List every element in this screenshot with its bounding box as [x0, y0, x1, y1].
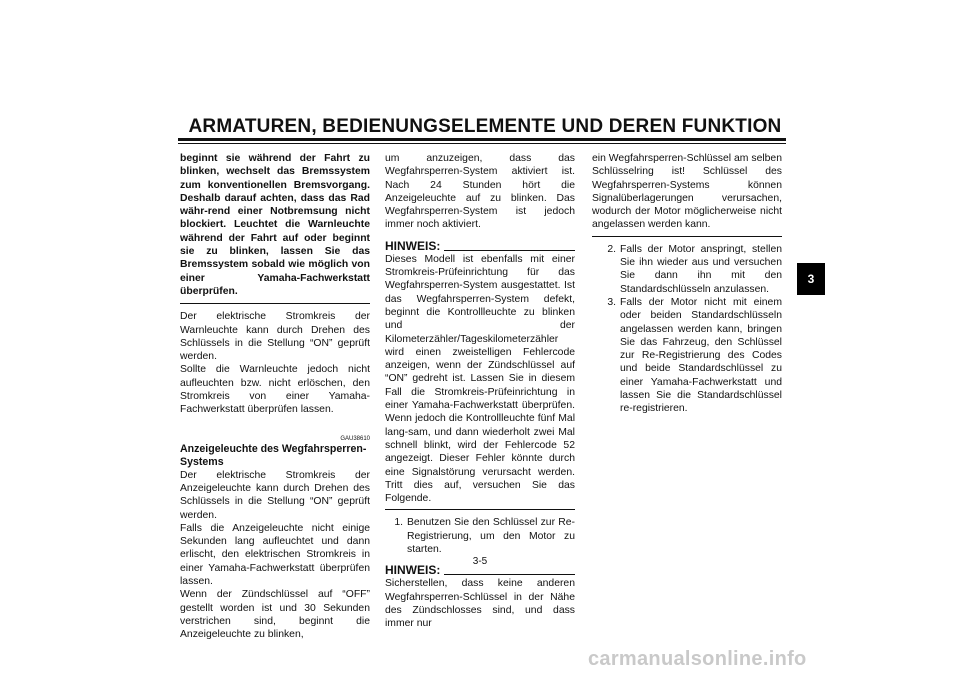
list-item-number: 2.	[607, 243, 616, 255]
list-item-text: Benutzen Sie den Schlüssel zur Re-Registrierung, um den Motor zu starten.	[407, 517, 575, 556]
note-line	[444, 250, 575, 251]
note-text: Sicherstellen, dass keine anderen Wegfahrsperren-Schlüssel in der Nähe des Zündschlosses sind, und dass immer nur	[385, 578, 575, 630]
note-separator	[385, 509, 575, 510]
note-text: Dieses Modell ist ebenfalls mit einer Stromkreis-Prüfeinrichtung für das Wegfahrsperren-System ausgestattet. Ist das Wegfahrsperren-System defekt, beginnt die Kontrollleuchte zu blinken und der Kilometerzähler/Tageskilometerzähler wird einen zweistelligen Fehlercode anzeigen, wenn der Zündschlüssel auf “ON” gedreht ist. Lassen Sie in diesem Fall die Stromkreis-Prüfeinrichtung in einer Yamaha-Fachwerkstatt überprüfen. Wenn jedoch die Kontrollleuchte fünf Mal lang-sam, und dann wiederholt zwei Mal schnell blinkt, wird der Fehlercode 52 angezeigt. Dieser Fehler könnte durch eine Signalstörung verursacht werden. Tritt dies auf, versuchen Sie das Folgende.	[385, 253, 575, 505]
section-code: GAU38610	[340, 435, 370, 442]
chapter-tab: 3	[797, 263, 825, 295]
section-heading: Anzeigeleuchte des Wegfahrsperren-Systems	[180, 442, 367, 468]
paragraph: Der elektrische Stromkreis der Warnleuchte kann durch Drehen des Schlüssels in die Stellung “ON” geprüft werden.	[180, 311, 370, 363]
column-right	[592, 152, 782, 416]
list-item-number: 1.	[394, 517, 403, 529]
note-label: HINWEIS:	[385, 238, 441, 253]
list-item-number: 3.	[607, 296, 616, 308]
note-label: HINWEIS:	[385, 563, 441, 578]
page-number: 3-5	[472, 556, 488, 567]
watermark: carmanualsonline.info	[588, 648, 807, 670]
list-item	[592, 296, 782, 416]
paragraph: Sollte die Warnleuchte jedoch nicht aufleuchten bzw. nicht erlöschen, den Stromkreis von einer Yamaha-Fachwerkstatt überprüfen lassen.	[180, 364, 370, 416]
note-line	[444, 574, 575, 575]
note-header	[385, 240, 575, 253]
column-left	[180, 152, 370, 642]
note-separator	[592, 236, 782, 237]
warning-separator	[180, 303, 370, 304]
paragraph: Falls die Anzeigeleuchte nicht einige Sekunden lang aufleuchtet und dann erlischt, den elektrischen Stromkreis in einer Yamaha-Fachwerkstatt überprüfen lassen.	[180, 522, 370, 588]
list-item	[385, 516, 575, 556]
list-item	[592, 243, 782, 296]
title-rule-thin	[178, 143, 786, 144]
page-title: ARMATUREN, BEDIENUNGSELEMENTE UND DEREN FUNKTION	[188, 116, 782, 137]
list-item-text: Falls der Motor nicht mit einem oder beiden Standardschlüsseln angelassen werden kann, bringen Sie das Fahrzeug, den Schlüssel zur Re-Registrierung des Codes und beide Standardschlüssel zu einer Yamaha-Fachwerkstatt und lassen Sie die Standardschlüssel re-registrieren.	[620, 296, 782, 415]
paragraph: Der elektrische Stromkreis der Anzeigeleuchte kann durch Drehen des Schlüssels in die Stellung “ON” geprüft werden.	[180, 469, 370, 521]
warning-text: beginnt sie während der Fahrt zu blinken, wechselt das Bremssystem zum konventionellen Bremsvorgang. Deshalb darauf achten, dass das Rad währ-rend einer Notbremsung nicht blockiert. Leuchtet die Warnleuchte während der Fahrt auf oder beginnt sie zu blinken, lassen Sie das Bremssystem sobald wie möglich von einer Yamaha-Fachwerkstatt überprüfen.	[180, 153, 370, 297]
title-rule-thick	[178, 138, 786, 141]
paragraph: um anzuzeigen, dass das Wegfahrsperren-System aktiviert ist. Nach 24 Stunden hört die Anzeigeleuchte auf zu blinken. Das Wegfahrsperren-System ist jedoch immer noch aktiviert.	[385, 153, 575, 231]
list-item-text: Falls der Motor anspringt, stellen Sie ihn wieder aus und versuchen Sie dann ihn mit den Standardschlüsseln anzulassen.	[620, 243, 782, 295]
note-text: ein Wegfahrsperren-Schlüssel am selben Schlüsselring ist! Schlüssel des Wegfahrsperren-Systems können Signalüberlagerungen verursachen, wodurch der Motor möglicherweise nicht angelassen werden kann.	[592, 153, 782, 231]
paragraph: Wenn der Zündschlüssel auf “OFF” gestellt worden ist und 30 Sekunden verstrichen sind, beginnt die Anzeigeleuchte zu blinken,	[180, 589, 370, 641]
